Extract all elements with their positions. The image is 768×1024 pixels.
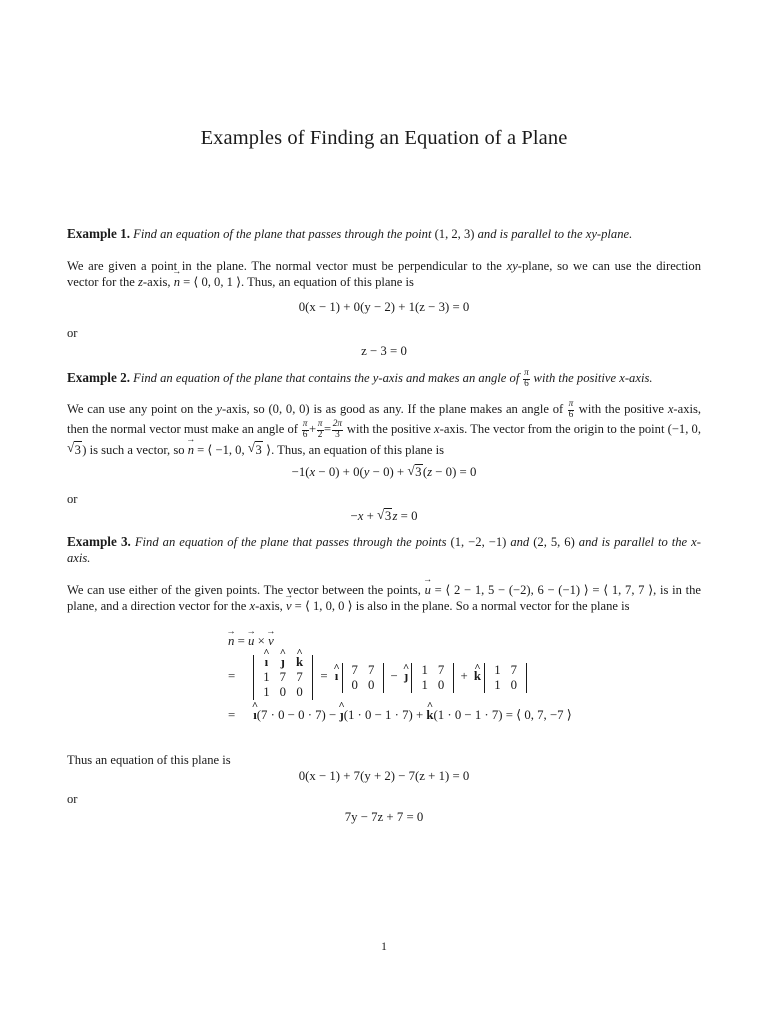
cross-n-symbol: n → xyxy=(228,634,234,649)
example-2-sol-axis-x-2: x xyxy=(434,422,440,437)
k-hat-icon-minor: k ^ xyxy=(474,669,481,684)
example-2-sol-s5: with the positive xyxy=(578,401,664,416)
example-2-solution: We can use any point on the y-axis, so (0, 0, 0) is as good as any. If the plane makes an angle of $\frac{\pi}{6}$ with the positive x-axis, then the normal vector must make an angle of $\frac{\pi}{6}$ + $\frac{\pi}{2}$ = $\frac{2\pi}{3}$ with the positive x-axis. The vector from the origin to the point (−1, 0, √ 3) is such a vector, so n → = ⟨ −1, 0, √ 3 ⟩. Thus, an equation of this plane is xyxy=(67,400,701,458)
minor-determinant-k xyxy=(484,663,527,693)
example-3-v-symbol: v → xyxy=(286,598,292,614)
example-3-heading xyxy=(67,534,701,566)
example-2-frac-pi-over-6-a: $\frac{\pi}{6}$ xyxy=(568,399,574,420)
example-1-normal-vector: ⟨ 0, 0, 1 ⟩ xyxy=(193,275,242,290)
example-2-sol-s9: -axis. The vector from the origin to the point xyxy=(439,422,665,437)
example-2-sol-s7: -axis, then the normal vector must make an angle of xyxy=(67,401,702,437)
det-cell-r2c2: 7 xyxy=(279,670,287,684)
example-1-solution: We are given a point in the plane. The normal vector must be perpendicular to the xy-plane, so we can use the direction vector for the z-axis, n → = ⟨ 0, 0, 1 ⟩. Thus, an equation of this plane is xyxy=(67,258,701,290)
determinant-3x3 xyxy=(253,655,313,700)
i-hat-icon-minor: ı ^ xyxy=(335,669,339,684)
example-2-frac-2pi-over-3: $\frac{2\pi}{3}$ xyxy=(332,419,343,441)
minor-k-r2c2: 0 xyxy=(510,677,518,692)
example-2-axis-2: x xyxy=(619,370,625,385)
example-2-normal-symbol: n → xyxy=(188,442,194,458)
example-1-equation-1: 0(x − 1) + 0(y − 2) + 1(z − 3) = 0 xyxy=(298,300,470,314)
example-3-sol-s1: We can use either of the given points. The vector between the points, xyxy=(67,583,421,597)
example-2-sol-s8: with the positive xyxy=(346,422,431,437)
example-1-sol-l1: We are given a point in the plane. The normal vector must be perpendicular to the xyxy=(67,259,502,273)
i-hat-icon: ı ^ xyxy=(265,655,269,670)
example-2-sol-s1: We can use any point on the xyxy=(67,401,213,416)
det-cell-r3c3: 0 xyxy=(296,685,303,699)
example-3-point-2: (2, 5, 6) xyxy=(533,535,575,549)
j-hat-icon-expand: ȷ ^ xyxy=(339,708,343,723)
minor-j-r2c2: 0 xyxy=(437,677,445,692)
example-3-sol-s2: , is in the plane, and a direction vector for the xyxy=(67,583,701,614)
normal-vector-symbol: n → xyxy=(174,274,180,290)
example-2-sol-s10: is such a vector, so xyxy=(89,442,185,457)
example-3-closing-text: Thus an equation of this plane is xyxy=(67,753,231,767)
example-3-point-1: (1, −2, −1) xyxy=(450,535,507,549)
example-3-v-definition: ⟨ 1, 0, 0 ⟩ xyxy=(304,599,353,614)
example-3-statement-d: -axis. xyxy=(67,535,701,566)
minor-i-r1c1: 7 xyxy=(351,662,358,677)
example-2-equation-2: −x + √ 3z = 0 xyxy=(67,508,701,524)
example-1-or-wrap xyxy=(67,326,701,341)
cross-product-line-3: = ı ^(7 · 0 − 0 · 7) − ȷ ^(1 · 0 − 1 · 7) + k ^(1 · 0 − 1 · 7) = ⟨ 0, 7, −7 ⟩ xyxy=(228,708,708,723)
minor-i-r1c2: 7 xyxy=(367,662,375,677)
minor-i-r2c2: 0 xyxy=(367,677,375,692)
example-3-statement-c: and is parallel to the xyxy=(578,535,688,549)
example-1-equation-2: z − 3 = 0 xyxy=(361,344,407,358)
k-hat-icon: k ^ xyxy=(296,655,303,670)
example-2-statement-c: with the positive xyxy=(533,370,617,385)
example-2-origin-point: (0, 0, 0) xyxy=(268,401,310,416)
minor-k-r1c2: 7 xyxy=(510,662,518,677)
example-1-label: Example 1. xyxy=(67,226,131,241)
example-3-equation-1-wrap xyxy=(67,769,701,784)
j-hat-icon: ȷ ^ xyxy=(281,655,285,670)
minor-k-r1c1: 1 xyxy=(494,662,501,677)
example-3-sol-axis-x: x xyxy=(249,599,256,614)
minor-i-r2c1: 0 xyxy=(351,677,358,692)
cross-v-symbol: v → xyxy=(268,634,274,649)
example-1-heading xyxy=(67,226,701,242)
example-2-or-wrap xyxy=(67,492,701,507)
example-2-sol-axis-x-1: x xyxy=(667,401,674,416)
example-2-vector-point: (−1, 0, √ 3) xyxy=(67,422,701,457)
minor-determinant-j xyxy=(411,663,454,693)
example-3-statement-a: Find an equation of the plane that passes through the points xyxy=(134,535,447,549)
example-2-frac-pi-over-6-b: $\frac{\pi}{6}$ xyxy=(302,419,308,441)
example-1-sol-plane: xy xyxy=(506,259,518,273)
example-1-point: (1, 2, 3) xyxy=(434,227,475,241)
example-2-statement-a: Find an equation of the plane that contains the xyxy=(133,370,370,385)
example-2-frac-pi-over-2: $\frac{\pi}{2}$ xyxy=(317,419,323,441)
k-hat-icon-expand: k ^ xyxy=(426,708,433,723)
example-2-axis-1: y xyxy=(372,370,379,385)
example-2-or-label: or xyxy=(67,492,78,506)
example-3-equation-2: 7y − 7z + 7 = 0 xyxy=(344,810,424,824)
minor-j-r1c1: 1 xyxy=(421,662,428,677)
example-2-statement-d: -axis. xyxy=(624,370,653,385)
minor-determinant-i xyxy=(342,663,385,693)
det-cell-r3c1: 1 xyxy=(263,685,270,699)
cross-u-symbol: u → xyxy=(248,634,254,649)
example-3-closing-wrap xyxy=(67,752,701,768)
example-3-axis: x xyxy=(691,535,697,549)
example-3-sol-s4: -axis, xyxy=(255,599,283,614)
example-1-sol-l1e: -axis, xyxy=(142,275,171,290)
minor-k-r2c1: 1 xyxy=(494,677,501,692)
minor-j-r2c1: 1 xyxy=(421,677,428,692)
example-1-statement-a: Find an equation of the plane that passes through the point xyxy=(133,227,432,241)
det-cell-r2c1: 1 xyxy=(263,670,270,684)
cross-product-result: ⟨ 0, 7, −7 ⟩ xyxy=(516,708,572,722)
example-2-sol-s3: -axis, so xyxy=(222,401,265,416)
example-2-equation-1: −1(x − 0) + 0(y − 0) + √ 3(z − 0) = 0 xyxy=(67,464,701,480)
example-2-label: Example 2. xyxy=(67,369,131,385)
example-2-normal-vector: ⟨ −1, 0, √ 3 ⟩ xyxy=(207,443,271,457)
example-1-plane-name: xy xyxy=(585,227,597,241)
example-1-equation-2-wrap xyxy=(67,344,701,359)
example-2-equation-1-wrap xyxy=(67,464,701,480)
det-cell-r3c2: 0 xyxy=(279,685,287,699)
minor-j-r1c2: 7 xyxy=(437,662,445,677)
page-title: Examples of Finding an Equation of a Plane xyxy=(200,126,568,149)
det-cell-r2c3: 7 xyxy=(296,670,303,684)
example-2-angle-fraction: $\frac{\pi}{6}$ xyxy=(524,368,529,389)
example-3-or-label: or xyxy=(67,792,78,806)
cross-product-block xyxy=(228,634,708,723)
example-1-sol-l1c: -plane, so we can use the direction vector for the xyxy=(67,259,701,290)
example-2-sol-axis-y: y xyxy=(216,401,222,416)
example-3-u-symbol: u → xyxy=(425,582,431,598)
example-1-equation-1-wrap xyxy=(67,300,701,315)
example-1-statement-b: and is parallel to the xyxy=(477,227,583,241)
example-3-equation-2-wrap xyxy=(67,810,701,825)
example-2-equation-2-wrap xyxy=(67,508,701,524)
example-3-statement-b: and xyxy=(510,535,530,549)
example-3-sol-s5: is also in the plane. So a normal vector for the plane is xyxy=(355,599,630,614)
example-1-sol-axis: z xyxy=(138,275,143,290)
cross-product-line-2: = ı ^ ȷ ^ k ^ 1 7 7 1 0 0 = ı ^ 7 7 0 0 − ȷ ^ 1 7 1 0 + k ^ 1 7 1 0 xyxy=(228,655,708,700)
example-2-sol-s4: is as good as any. If the plane makes an angle of xyxy=(313,401,564,416)
cross-product-line-1: n → = u → × v → xyxy=(228,634,708,649)
j-hat-icon-minor: ȷ ^ xyxy=(404,669,408,684)
example-2-statement-b: -axis and makes an angle of xyxy=(378,370,520,385)
example-3-label: Example 3. xyxy=(67,534,131,549)
example-2-sol-s11: . Thus, an equation of this plane is xyxy=(271,442,444,457)
page-number: 1 xyxy=(381,941,387,953)
example-3-u-definition: ⟨ 2 − 1, 5 − (−2), 6 − (−1) ⟩ = ⟨ 1, 7, 7 ⟩ xyxy=(445,583,654,597)
i-hat-icon-expand: ı ^ xyxy=(253,708,257,723)
example-2-heading xyxy=(67,369,701,389)
example-1-statement-c: -plane. xyxy=(596,227,633,241)
cross-times-icon: × xyxy=(257,634,265,648)
example-1-or-label: or xyxy=(67,326,78,340)
example-3-or-wrap xyxy=(67,792,701,807)
example-1-sol-l1f: . Thus, an equation of this plane is xyxy=(241,275,414,290)
example-3-solution: We can use either of the given points. The vector between the points, u → = ⟨ 2 − 1, 5 − (−2), 6 − (−1) ⟩ = ⟨ 1, 7, 7 ⟩, is in the plane, and a direction vector for the x-axis, v → = ⟨ 1, 0, 0 ⟩ is also in the plane. So a normal vector for the plane is xyxy=(67,582,701,614)
example-3-equation-1: 0(x − 1) + 7(y + 2) − 7(z + 1) = 0 xyxy=(298,769,470,783)
